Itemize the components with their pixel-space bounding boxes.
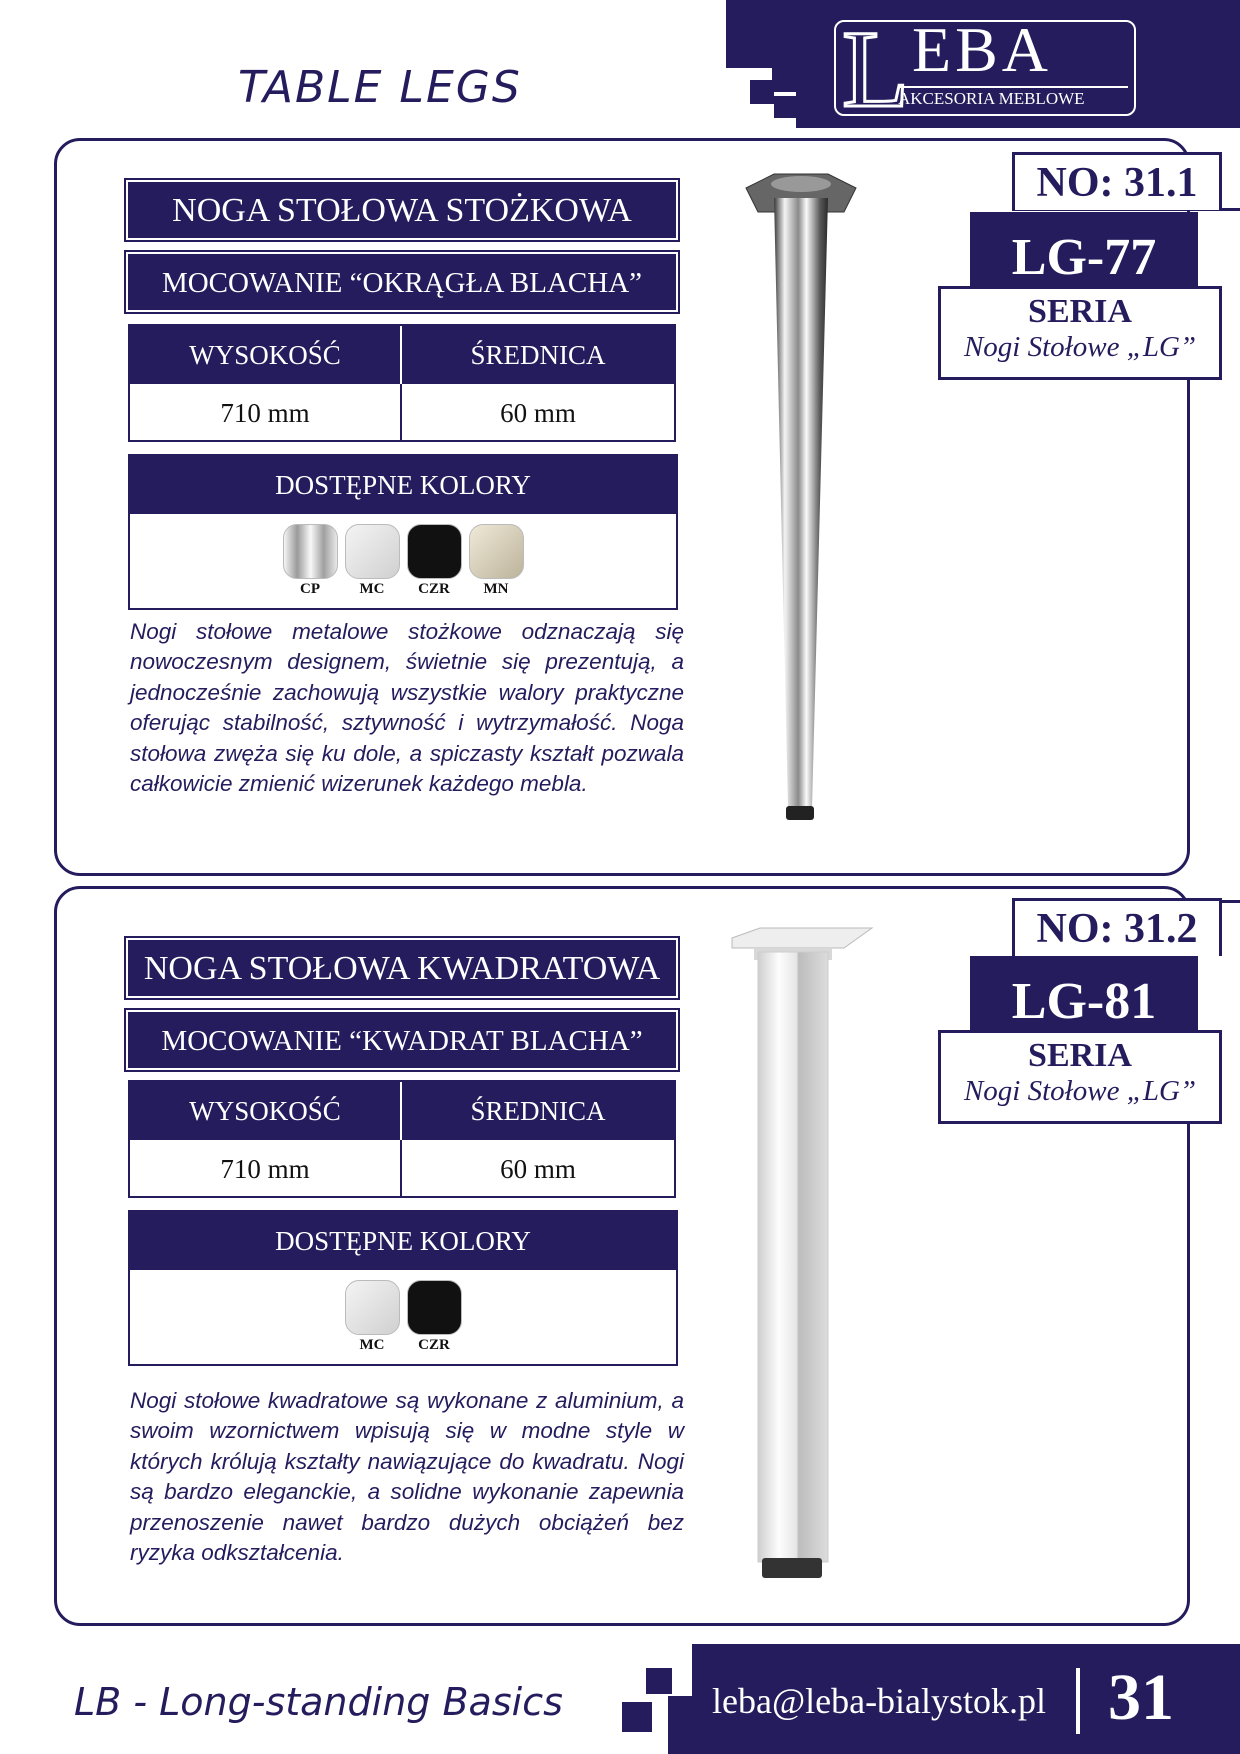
color-swatch: CP xyxy=(283,524,338,598)
page-title: TABLE LEGS xyxy=(238,62,522,113)
matte-chrome-chip xyxy=(345,524,400,579)
nickel-chip xyxy=(469,524,524,579)
height-header: WYSOKOŚĆ xyxy=(130,326,402,384)
diameter-header: ŚREDNICA xyxy=(402,326,674,384)
matte-chrome-chip xyxy=(345,1280,400,1335)
color-swatch: MC xyxy=(345,1280,400,1354)
product-mount: MOCOWANIE “KWADRAT BLACHA” xyxy=(128,1012,676,1068)
diameter-header: ŚREDNICA xyxy=(402,1082,674,1140)
decor-square xyxy=(772,68,796,92)
black-chip xyxy=(407,1280,462,1335)
product-number: NO: 31.2 xyxy=(1012,898,1222,956)
color-swatch: MN xyxy=(469,524,524,598)
black-chip xyxy=(407,524,462,579)
product-description: Nogi stołowe kwadratowe są wykonane z aluminium, a swoim wzornictwem wpisują się w modne style w których królują kształty nawiązujące do kwadratu. Nogi są bardzo eleganckie, a solidne wykonanie zapewnia przenoszenie nawet bardzo dużych obciążeń bez ryzyka odkształcenia. xyxy=(130,1388,684,1566)
product-name: NOGA STOŁOWA STOŻKOWA xyxy=(128,182,676,238)
swatch-row xyxy=(130,1280,676,1354)
footer-tagline: LB - Long-standing Basics xyxy=(74,1680,563,1724)
header-bar-extension xyxy=(726,0,806,68)
series-subtitle: Nogi Stołowe „LG” xyxy=(963,331,1197,363)
series-box xyxy=(938,1030,1222,1124)
decor-square xyxy=(750,80,774,104)
color-swatch: MC xyxy=(345,524,400,598)
square-leg-image xyxy=(730,926,880,1586)
color-swatch: CZR xyxy=(407,1280,462,1354)
product-name: NOGA STOŁOWA KWADRATOWA xyxy=(128,940,676,996)
spec-table xyxy=(128,1080,676,1198)
conical-leg-image xyxy=(736,170,866,830)
product-number: NO: 31.1 xyxy=(1012,152,1222,210)
colors-box xyxy=(128,454,678,610)
series-subtitle: Nogi Stołowe „LG” xyxy=(963,1075,1197,1107)
height-header: WYSOKOŚĆ xyxy=(130,1082,402,1140)
logo-letters: EBA xyxy=(912,14,1052,85)
colors-header: DOSTĘPNE KOLORY xyxy=(130,456,676,514)
model-code: LG-81 xyxy=(970,956,1198,1048)
decor-square xyxy=(668,1696,694,1754)
contact-email[interactable]: leba@leba-bialystok.pl xyxy=(712,1681,1047,1721)
decor-square xyxy=(774,96,796,118)
page-number: 31 xyxy=(1108,1661,1174,1734)
diameter-value: 60 mm xyxy=(500,398,576,428)
swatch-row xyxy=(130,524,676,598)
logo-letter-l: L xyxy=(842,8,910,130)
series-box xyxy=(938,286,1222,380)
spec-table xyxy=(128,324,676,442)
colors-box xyxy=(128,1210,678,1366)
decor-square xyxy=(622,1702,652,1732)
decor-square xyxy=(646,1668,672,1694)
color-swatch: CZR xyxy=(407,524,462,598)
series-title: SERIA xyxy=(1028,1037,1132,1074)
decor-square xyxy=(726,68,750,92)
series-title: SERIA xyxy=(1028,293,1132,330)
footer-divider xyxy=(1076,1668,1080,1734)
height-value: 710 mm xyxy=(130,1140,402,1198)
chrome-chip xyxy=(283,524,338,579)
colors-header: DOSTĘPNE KOLORY xyxy=(130,1212,676,1270)
product-mount: MOCOWANIE “OKRĄGŁA BLACHA” xyxy=(128,254,676,310)
product-description: Nogi stołowe metalowe stożkowe odznaczają się nowoczesnym designem, świetnie się prezentują, a jednocześnie zachowują wszystkie walory praktyczne oferując stabilność, sztywność i wytrzymałość. Noga stołowa zwęża się ku dole, a spiczasty kształt pozwala całkowicie zmienić wizerunek każdego mebla. xyxy=(130,619,684,797)
logo-subtitle: AKCESORIA MEBLOWE xyxy=(898,86,1128,109)
height-value: 710 mm xyxy=(130,384,402,442)
model-code: LG-77 xyxy=(970,212,1198,304)
diameter-value: 60 mm xyxy=(500,1154,576,1184)
